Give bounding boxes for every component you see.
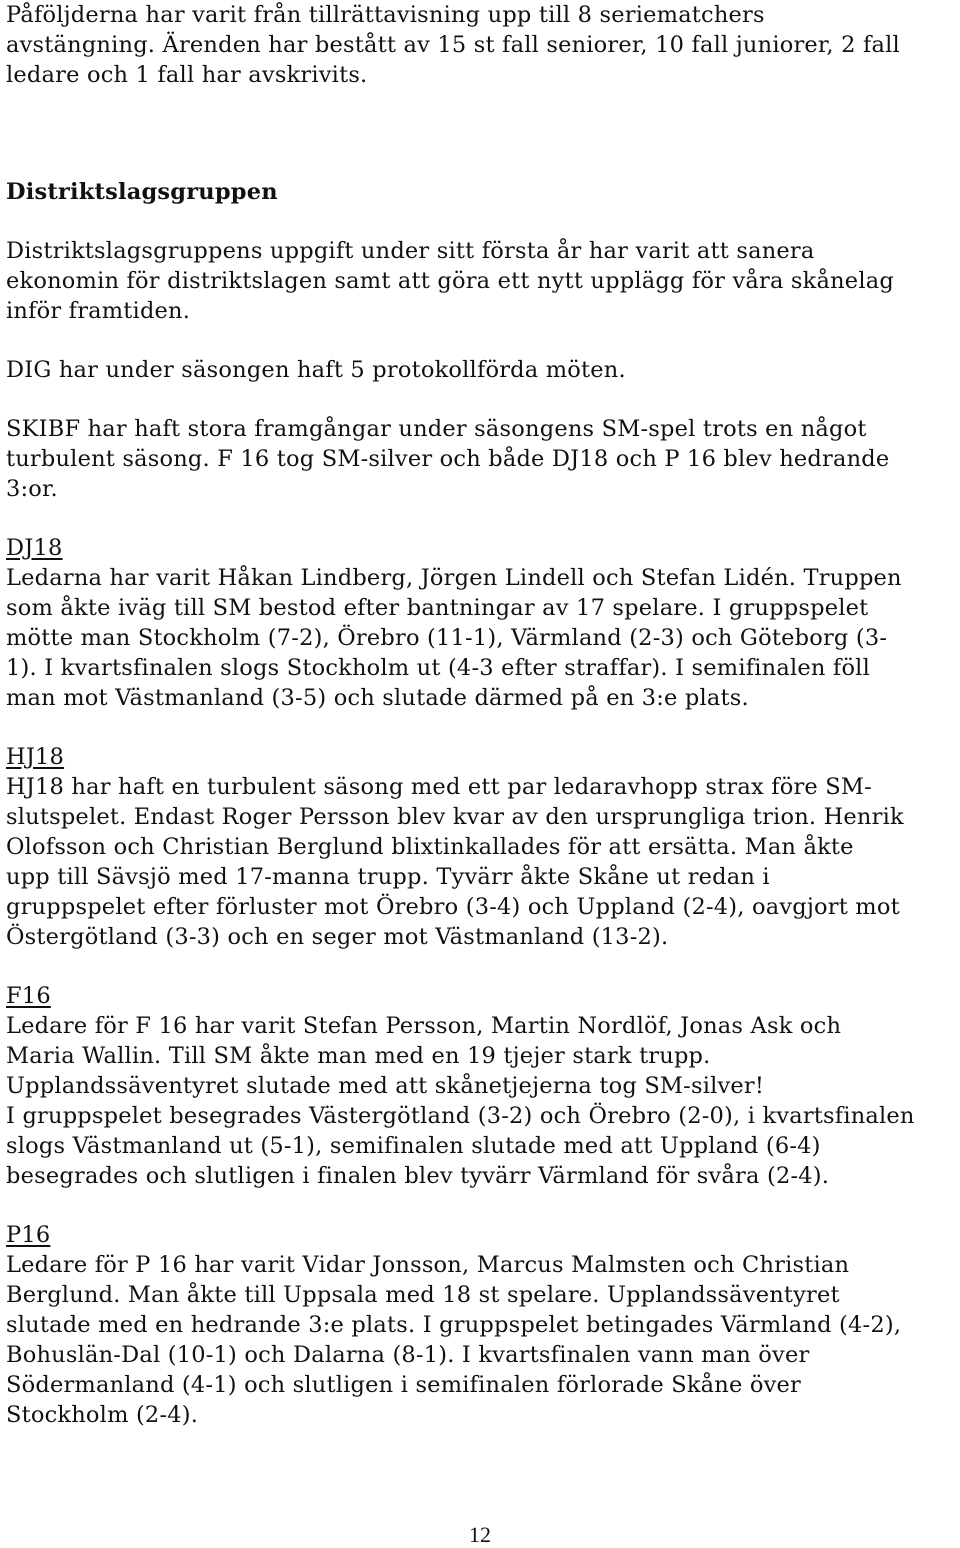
section-paragraph-1 [6, 236, 956, 326]
text-line: SKIBF har haft stora framgångar under säsongens SM-spel trots en något [6, 416, 867, 442]
hj18-title: HJ18 [6, 744, 65, 770]
text-line: HJ18 har haft en turbulent säsong med ett par ledaravhopp strax före SM- [6, 774, 872, 800]
text-line: turbulent säsong. F 16 tog SM-silver och både DJ18 och P 16 blev hedrande [6, 446, 890, 472]
dj18-section [6, 533, 956, 713]
section-paragraph-3 [6, 414, 956, 504]
document-page [6, 0, 956, 1430]
text-line: upp till Sävsjö med 17-manna trupp. Tyvärr åkte Skåne ut redan i [6, 864, 770, 890]
text-line: Distriktslagsgruppens uppgift under sitt första år har varit att sanera [6, 238, 815, 264]
dj18-title: DJ18 [6, 535, 63, 561]
text-line: avstängning. Ärenden har bestått av 15 st fall seniorer, 10 fall juniorer, 2 fall [6, 32, 900, 58]
text-line: slutspelet. Endast Roger Persson blev kvar av den ursprungliga trion. Henrik [6, 804, 904, 830]
intro-paragraph [6, 0, 956, 90]
f16-section [6, 981, 956, 1191]
hj18-section [6, 742, 956, 952]
text-line: ekonomin för distriktslagen samt att göra ett nytt upplägg för våra skånelag [6, 268, 894, 294]
text-line: Ledare för P 16 har varit Vidar Jonsson, Marcus Malmsten och Christian [6, 1252, 850, 1278]
text-line: 1). I kvartsfinalen slogs Stockholm ut (4-3 efter straffar). I semifinalen föll [6, 655, 870, 681]
text-line: som åkte iväg till SM bestod efter bantningar av 17 spelare. I gruppspelet [6, 595, 869, 621]
text-line: Stockholm (2-4). [6, 1402, 199, 1428]
text-line: besegrades och slutligen i finalen blev tyvärr Värmland för svåra (2-4). [6, 1163, 830, 1189]
section-paragraph-2 [6, 355, 956, 385]
text-line: slogs Västmanland ut (5-1), semifinalen slutade med att Uppland (6-4) [6, 1133, 821, 1159]
text-line: Ledare för F 16 har varit Stefan Persson, Martin Nordlöf, Jonas Ask och [6, 1013, 842, 1039]
p16-section [6, 1220, 956, 1430]
text-line: Ledarna har varit Håkan Lindberg, Jörgen Lindell och Stefan Lidén. Truppen [6, 565, 902, 591]
text-line: Bohuslän-Dal (10-1) och Dalarna (8-1). I kvartsfinalen vann man över [6, 1342, 810, 1368]
text-line: Upplandssäventyret slutade med att skånetjejerna tog SM-silver! [6, 1073, 765, 1099]
p16-title: P16 [6, 1222, 51, 1248]
text-line: Södermanland (4-1) och slutligen i semifinalen förlorade Skåne över [6, 1372, 801, 1398]
text-line: Berglund. Man åkte till Uppsala med 18 st spelare. Upplandssäventyret [6, 1282, 840, 1308]
f16-title: F16 [6, 983, 51, 1009]
text-line: Olofsson och Christian Berglund blixtinkallades för att ersätta. Man åkte [6, 834, 854, 860]
text-line: I gruppspelet besegrades Västergötland (3-2) och Örebro (2-0), i kvartsfinalen [6, 1103, 915, 1129]
text-line: Maria Wallin. Till SM åkte man med en 19 tjejer stark trupp. [6, 1043, 711, 1069]
text-line: Östergötland (3-3) och en seger mot Västmanland (13-2). [6, 924, 669, 950]
text-line: DIG har under säsongen haft 5 protokollförda möten. [6, 357, 626, 383]
text-line: gruppspelet efter förluster mot Örebro (3-4) och Uppland (2-4), oavgjort mot [6, 894, 900, 920]
text-line: mötte man Stockholm (7-2), Örebro (11-1), Värmland (2-3) och Göteborg (3- [6, 625, 888, 651]
text-line: Påföljderna har varit från tillrättavisning upp till 8 seriematchers [6, 2, 765, 28]
text-line: inför framtiden. [6, 298, 191, 324]
page-number: 12 [469, 1522, 491, 1547]
section-heading: Distriktslagsgruppen [6, 179, 278, 205]
text-line: slutade med en hedrande 3:e plats. I gruppspelet betingades Värmland (4-2), [6, 1312, 902, 1338]
text-line: ledare och 1 fall har avskrivits. [6, 62, 368, 88]
text-line: man mot Västmanland (3-5) och slutade därmed på en 3:e plats. [6, 685, 749, 711]
text-line: 3:or. [6, 476, 58, 502]
